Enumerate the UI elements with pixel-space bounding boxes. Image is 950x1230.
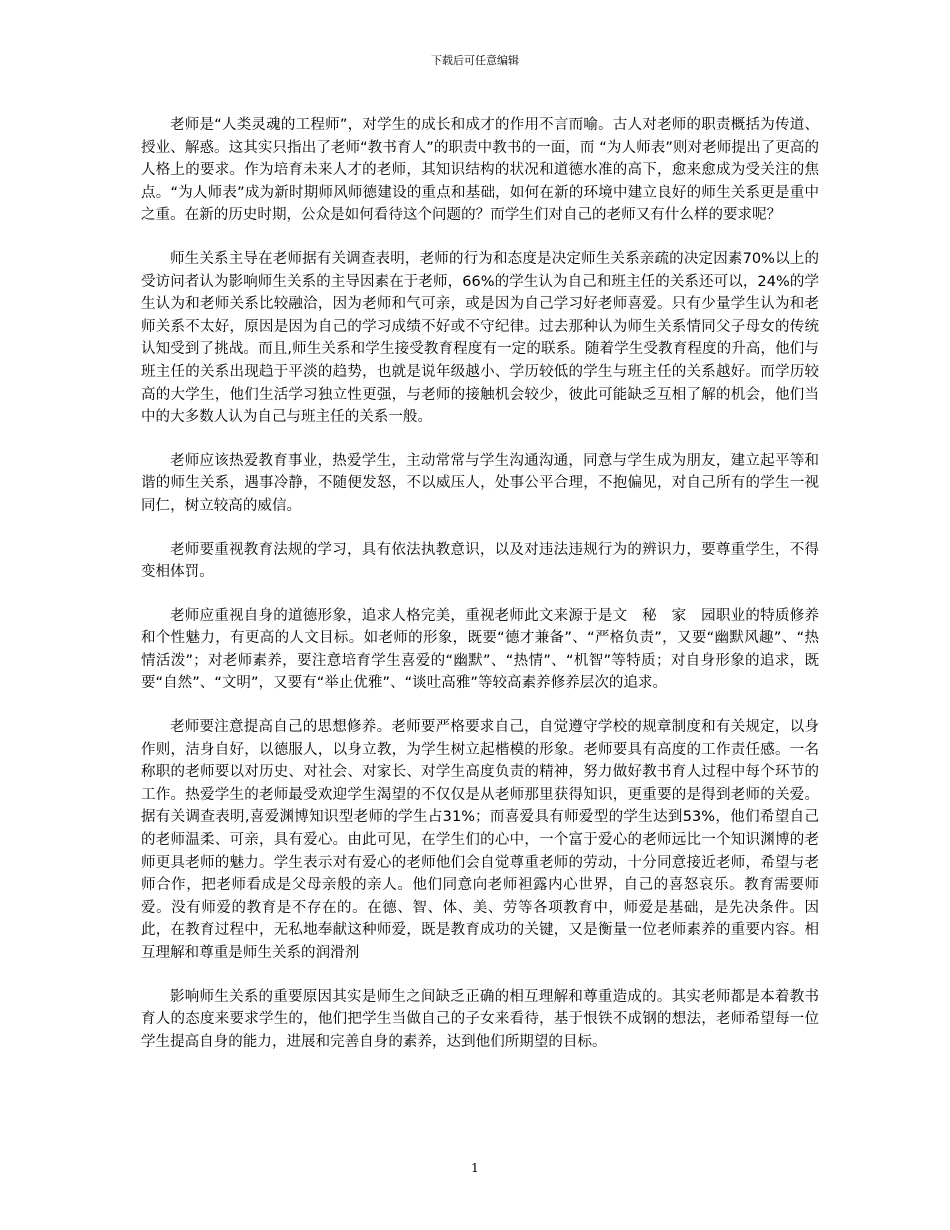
paragraph-moral-image: 老师应重视自身的道德形象，追求人格完美，重视老师此文来源于是文 秘 家 园职业的特质修养和个性魅力，有更高的人文目标。如老师的形象，既要“德才兼备”、“严格负责”，又要“幽默风趣”、“热情活泼”；对老师素养，要注意培育学生喜爱的“幽默”、“热情”、“机智”等特质；对自身形象的追求，既要“自然”、“文明”，又要有“举止优雅”、“谈吐高雅”等较高素养修养层次的追求。: [141, 607, 819, 692]
paragraph-teacher-student-relationship: 师生关系主导在老师据有关调查表明，老师的行为和态度是决定师生关系亲疏的决定因素70%以上的受访问者认为影响师生关系的主导因素在于老师，66%的学生认为自己和班主任的关系还可以，24%的学生认为和老师关系比较融洽，因为老师和气可亲，或是因为自己学习好老师喜爱。只有少量学生认为和老师关系不太好，原因是因为自己的学习成绩不好或不守纪律。过去那种认为师生关系情同父子母女的传统认知受到了挑战。而且,师生关系和学生接受教育程度有一定的联系。随着学生受教育程度的升高，他们与班主任的关系出现趋于平淡的趋势，也就是说年级越小、学历较低的学生与班主任的关系越好。而学历较高的大学生，他们生活学习独立性更强，与老师的接触机会较少，彼此可能缺乏互相了解的机会，他们当中的大多数人认为自己与班主任的关系一般。: [141, 250, 819, 426]
paragraph-love-education: 老师应该热爱教育事业，热爱学生，主动常常与学生沟通沟通，同意与学生成为朋友，建立起平等和谐的师生关系，遇事冷静，不随便发怒，不以威压人，处事公平合理，不抱偏见，对自己所有的学生一视同仁，树立较高的威信。: [141, 452, 819, 514]
paragraph-intro: 老师是“人类灵魂的工程师”，对学生的成长和成才的作用不言而喻。古人对老师的职责概括为传道、授业、解惑。这其实只指出了老师“教书育人”的职责中教书的一面，而 “为人师表”则对老师提出了更高的人格上的要求。作为培育未来人才的老师，其知识结构的状况和道德水准的高下，愈来愈成为受关注的焦点。“为人师表”成为新时期师风师德建设的重点和基础，如何在新的环境中建立良好的师生关系更是重中之重。在新的历史时期，公众是如何看待这个问题的？而学生们对自己的老师又有什么样的要求呢？: [141, 117, 819, 224]
paragraph-mutual-understanding: 影响师生关系的重要原因其实是师生之间缺乏正确的相互理解和尊重造成的。其实老师都是本着教书育人的态度来要求学生的，他们把学生当做自己的子女来看待，基于恨铁不成钢的想法，老师希望每一位学生提高自身的能力，进展和完善自身的素养，达到他们所期望的目标。: [141, 988, 819, 1050]
document-body: [141, 114, 819, 1074]
paragraph-education-law: 老师要重视教育法规的学习，具有依法执教意识，以及对违法违规行为的辨识力，要尊重学生，不得变相体罚。: [141, 541, 819, 581]
page-number: 1: [471, 1161, 479, 1175]
paragraph-self-cultivation: 老师要注意提高自己的思想修养。老师要严格要求自己，自觉遵守学校的规章制度和有关规定，以身作则，洁身自好，以德服人，以身立教，为学生树立起楷模的形象。老师要具有高度的工作责任感。一名称职的老师要以对历史、对社会、对家长、对学生高度负责的精神，努力做好教书育人过程中每个环节的工作。热爱学生的老师最受欢迎学生渴望的不仅仅是从老师那里获得知识，更重要的是得到老师的关爱。据有关调查表明,喜爱渊博知识型老师的学生占31%；而喜爱具有师爱型的学生达到53%，他们希望自己的老师温柔、可亲，具有爱心。由此可见，在学生们的心中，一个富于爱心的老师远比一个知识渊博的老师更具老师的魅力。学生表示对有爱心的老师他们会自觉尊重老师的劳动，十分同意接近老师，希望与老师合作，把老师看成是父母亲般的亲人。他们同意向老师袒露内心世界，自己的喜怒哀乐。教育需要师爱。没有师爱的教育是不存在的。在德、智、体、美、劳等各项教育中，师爱是基础，是先决条件。因此，在教育过程中，无私地奉献这种师爱，既是教育成功的关键，又是衡量一位老师素养的重要内容。相互理解和尊重是师生关系的润滑剂: [141, 719, 819, 961]
page-header: 下载后可任意编辑: [431, 54, 519, 67]
